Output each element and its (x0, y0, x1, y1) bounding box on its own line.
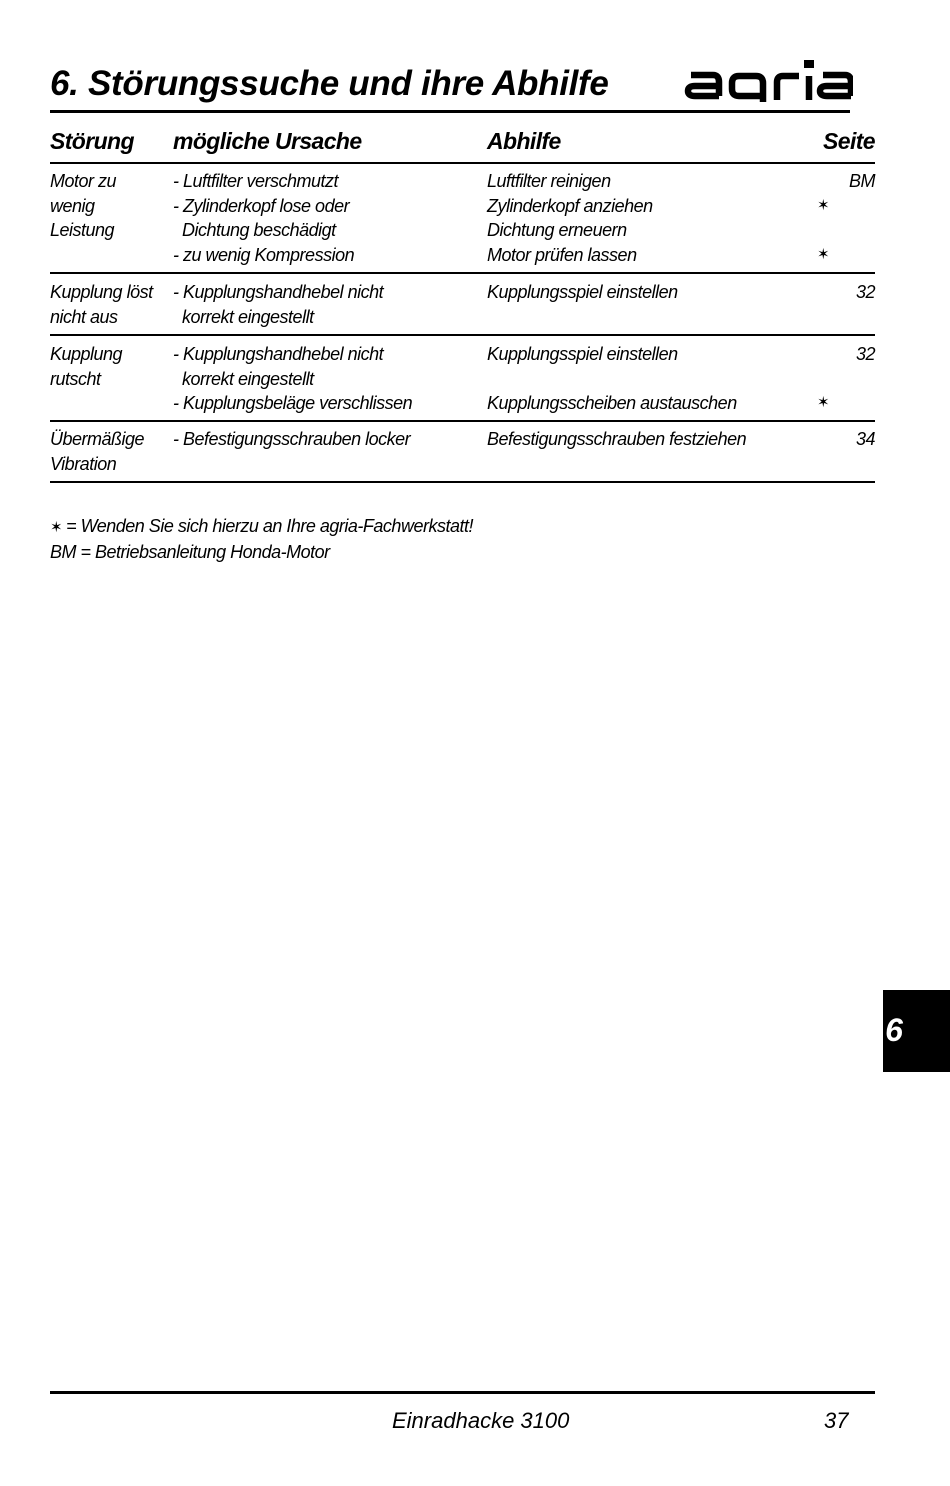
cell-line: Vibration (50, 453, 117, 474)
stoerung-cell (50, 169, 116, 243)
table-row-group (50, 427, 875, 483)
ursache-cell (173, 280, 383, 329)
cell-line: Dichtung erneuern (487, 220, 627, 240)
cell-line: - Zylinderkopf lose oder (173, 195, 350, 216)
header-rule (50, 162, 875, 164)
section-tab-number: 6 (885, 1012, 903, 1048)
col-header-stoerung: Störung (50, 128, 134, 154)
stoerung-cell (50, 427, 144, 476)
cell-line: Motor zu (50, 171, 117, 191)
col-header-abhilfe: Abhilfe (487, 128, 561, 154)
cell-line: rutscht (50, 368, 101, 389)
cell-line: Motor prüfen lassen (487, 244, 637, 265)
cell-line: - Kupplungshandhebel nicht (173, 282, 384, 302)
row-divider (50, 272, 875, 274)
title-rule (50, 110, 850, 113)
stoerung-cell (50, 280, 153, 329)
cell-line: - Kupplungsbeläge verschlissen (173, 393, 413, 413)
abhilfe-cell (487, 427, 746, 452)
cell-line: - zu wenig Kompression (173, 244, 355, 265)
ursache-cell (173, 342, 412, 416)
cell-line (487, 367, 737, 392)
abhilfe-cell (487, 169, 653, 267)
row-divider (50, 334, 875, 336)
legend (50, 514, 473, 565)
agria-logo (683, 56, 853, 102)
star-icon: ✶ (816, 394, 830, 411)
ursache-cell (173, 169, 354, 267)
legend-star-line (50, 514, 473, 540)
page-title: 6. Störungssuche und ihre Abhilfe (50, 64, 609, 103)
abhilfe-cell (487, 280, 678, 305)
cell-line: Dichtung beschädigt (173, 220, 336, 240)
cell-line: wenig (50, 195, 95, 216)
cell-line: Kupplungsspiel einstellen (487, 344, 678, 364)
seite-cell (856, 342, 875, 367)
star-icon (815, 367, 831, 392)
cell-line: Zylinderkopf anziehen (487, 195, 653, 216)
cell-line: Kupplungsscheiben austauschen (487, 393, 737, 413)
legend-star-text: = Wenden Sie sich hierzu an Ihre agria-Fachwerkstatt! (66, 516, 473, 536)
table-row-group (50, 169, 875, 274)
footer-rule (50, 1391, 875, 1394)
seite-cell (856, 280, 875, 305)
cell-line: Leistung (50, 220, 115, 240)
cell-line: Kupplung löst (50, 282, 153, 302)
star-icon: ✶ (816, 245, 830, 263)
col-header-ursache: mögliche Ursache (173, 128, 362, 154)
ursache-cell (173, 427, 410, 452)
cell-line: Kupplungsspiel einstellen (487, 282, 678, 302)
cell-line: 32 (855, 282, 875, 302)
col-header-seite: Seite (823, 128, 875, 154)
page-number: 37 (824, 1408, 849, 1433)
workshop-marker-cell (815, 169, 831, 267)
seite-cell (856, 427, 875, 452)
legend-bm-line: BM = Betriebsanleitung Honda-Motor (50, 542, 330, 562)
table-row-group (50, 342, 875, 422)
cell-line: korrekt eingestellt (173, 306, 314, 327)
stoerung-cell (50, 342, 122, 391)
cell-line: - Kupplungshandhebel nicht (173, 344, 384, 364)
cell-line: 34 (855, 429, 875, 449)
cell-line: BM (849, 171, 875, 191)
star-icon: ✶ (816, 196, 830, 214)
section-tab (883, 990, 950, 1072)
table-row-group (50, 280, 875, 336)
row-divider (50, 420, 875, 422)
star-icon (815, 218, 831, 243)
cell-line: korrekt eingestellt (173, 368, 314, 389)
cell-line: - Befestigungsschrauben locker (173, 429, 411, 449)
footer-model-name: Einradhacke 3100 (392, 1408, 570, 1433)
seite-cell (849, 169, 875, 194)
row-divider (50, 481, 875, 483)
cell-line: Kupplung (50, 344, 123, 364)
cell-line: - Luftfilter verschmutzt (173, 171, 339, 191)
star-icon: ✶ (50, 519, 63, 536)
abhilfe-cell (487, 342, 737, 416)
cell-line: nicht aus (50, 306, 118, 327)
cell-line: Befestigungsschrauben festziehen (487, 429, 747, 449)
cell-line: Übermäßige (50, 429, 145, 449)
workshop-marker-cell (815, 342, 831, 416)
cell-line: 32 (855, 344, 875, 364)
star-icon (815, 342, 831, 367)
star-icon (815, 169, 831, 194)
cell-line: Luftfilter reinigen (487, 171, 611, 191)
